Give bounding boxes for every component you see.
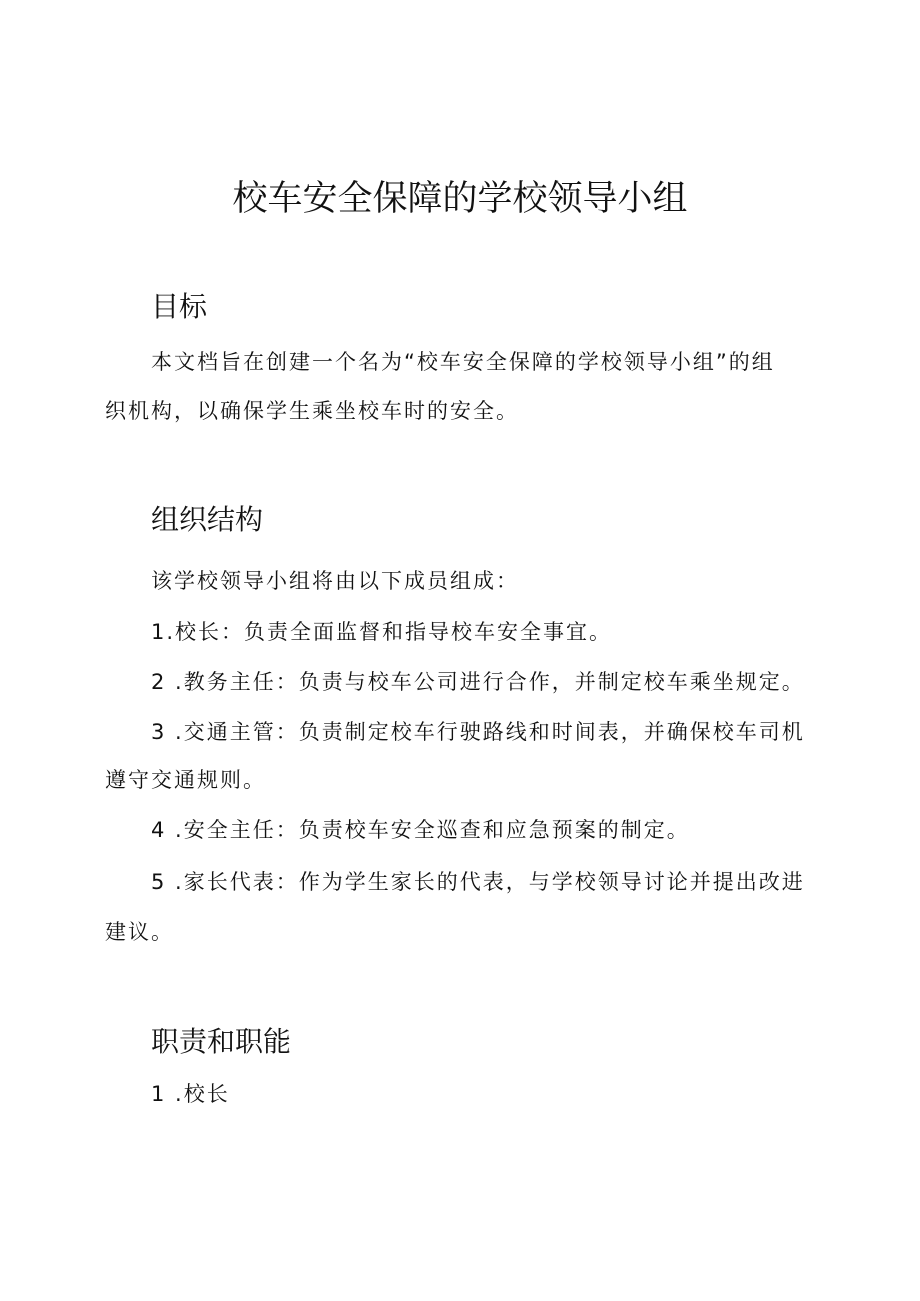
structure-item-5-cont: 建议。	[105, 920, 174, 944]
duties-item-1: 1 .校长	[151, 1082, 230, 1106]
structure-item-4: 4 .安全主任：负责校车安全巡查和应急预案的制定。	[151, 818, 690, 842]
structure-intro: 该学校领导小组将由以下成员组成：	[151, 569, 519, 593]
section-heading-structure: 组织结构	[151, 503, 264, 536]
structure-item-2: 2 .教务主任：负责与校车公司进行合作，并制定校车乘坐规定。	[151, 670, 805, 694]
section-heading-goal: 目标	[151, 290, 208, 323]
structure-item-1: 1.校长：负责全面监督和指导校车安全事宜。	[151, 620, 613, 644]
structure-item-3-cont: 遵守交通规则。	[105, 768, 266, 792]
document-title: 校车安全保障的学校领导小组	[232, 179, 688, 219]
section-heading-duties: 职责和职能	[151, 1025, 292, 1058]
goal-line-2: 织机构，以确保学生乘坐校车时的安全。	[105, 399, 519, 423]
structure-item-5: 5 .家长代表：作为学生家长的代表，与学校领导讨论并提出改进	[151, 870, 805, 894]
goal-line-1: 本文档旨在创建一个名为“校车安全保障的学校领导小组”的组	[151, 350, 775, 374]
structure-item-3: 3 .交通主管：负责制定校车行驶路线和时间表，并确保校车司机	[151, 720, 805, 744]
